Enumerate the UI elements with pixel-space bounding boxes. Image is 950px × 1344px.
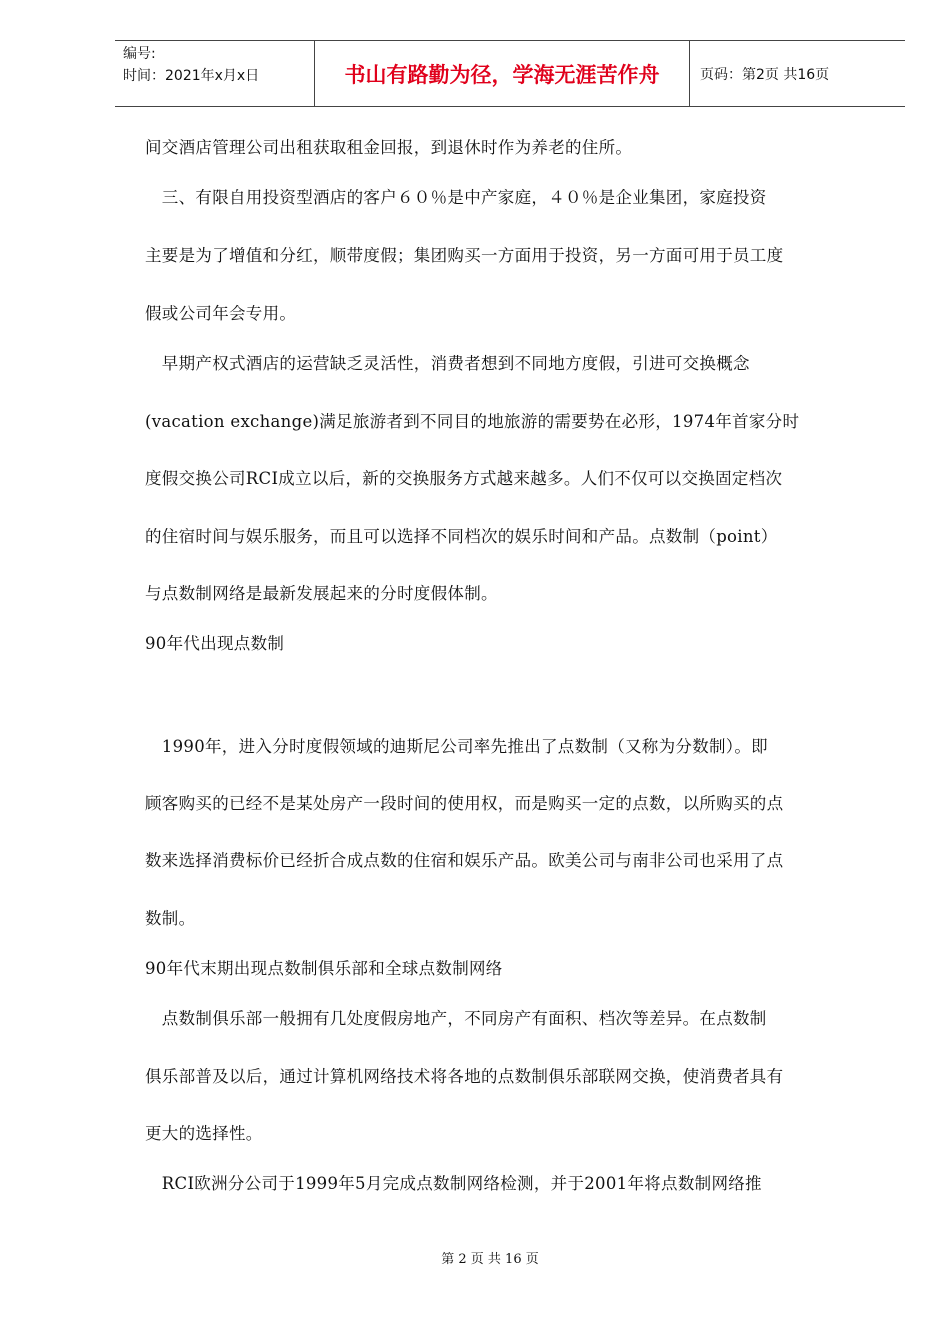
text-line: 俱乐部普及以后，通过计算机网络技术将各地的点数制俱乐部联网交换，使消费者具有 bbox=[145, 1067, 784, 1086]
text-line: 主要是为了增值和分红，顺带度假；集团购买一方面用于投资，另一方面可用于员工度 bbox=[145, 246, 784, 265]
text-line: 数制。 bbox=[145, 909, 196, 928]
text-line: 顾客购买的已经不是某处房产一段时间的使用权，而是购买一定的点数，以所购买的点 bbox=[145, 794, 784, 813]
text-line: 数来选择消费标价已经折合成点数的住宿和娱乐产品。欧美公司与南非公司也采用了点 bbox=[145, 851, 784, 870]
section-heading: 90年代末期出现点数制俱乐部和全球点数制网络 bbox=[145, 959, 503, 978]
text-line: RCI欧洲分公司于1999年5月完成点数制网络检测，并于2001年将点数制网络推 bbox=[145, 1174, 762, 1193]
page-footer: 第 2 页 共 16 页 bbox=[441, 1252, 539, 1267]
text-line: 假或公司年会专用。 bbox=[145, 304, 297, 323]
text-line: (vacation exchange)满足旅游者到不同目的地旅游的需要势在必形，1974年首家分时 bbox=[145, 412, 800, 431]
text-line: 间交酒店管理公司出租获取租金回报，到退休时作为养老的住所。 bbox=[145, 138, 633, 157]
text-line: 早期产权式酒店的运营缺乏灵活性，消费者想到不同地方度假，引进可交换概念 bbox=[145, 354, 750, 373]
doc-number-label: 编号: bbox=[123, 46, 156, 62]
text-line: 点数制俱乐部一般拥有几处度假房地产，不同房产有面积、档次等差异。在点数制 bbox=[145, 1009, 767, 1028]
header-page-number: 页码：第2页 共16页 bbox=[700, 66, 830, 83]
header-motto: 书山有路勤为径，学海无涯苦作舟 bbox=[315, 41, 690, 106]
section-heading: 90年代出现点数制 bbox=[145, 634, 285, 653]
header-meta bbox=[115, 41, 315, 106]
text-line: 与点数制网络是最新发展起来的分时度假体制。 bbox=[145, 584, 498, 603]
text-line: 1990年，进入分时度假领域的迪斯尼公司率先推出了点数制（又称为分数制）。即 bbox=[145, 737, 768, 756]
time-label: 时间：2021年x月x日 bbox=[123, 68, 260, 84]
text-line: 更大的选择性。 bbox=[145, 1124, 263, 1143]
text-line: 度假交换公司RCI成立以后，新的交换服务方式越来越多。人们不仅可以交换固定档次 bbox=[145, 469, 783, 488]
text-line: 的住宿时间与娱乐服务，而且可以选择不同档次的娱乐时间和产品。点数制（point） bbox=[145, 527, 778, 546]
page-header bbox=[115, 40, 905, 107]
text-line: 三、有限自用投资型酒店的客户６０％是中产家庭，４０％是企业集团，家庭投资 bbox=[145, 188, 767, 207]
